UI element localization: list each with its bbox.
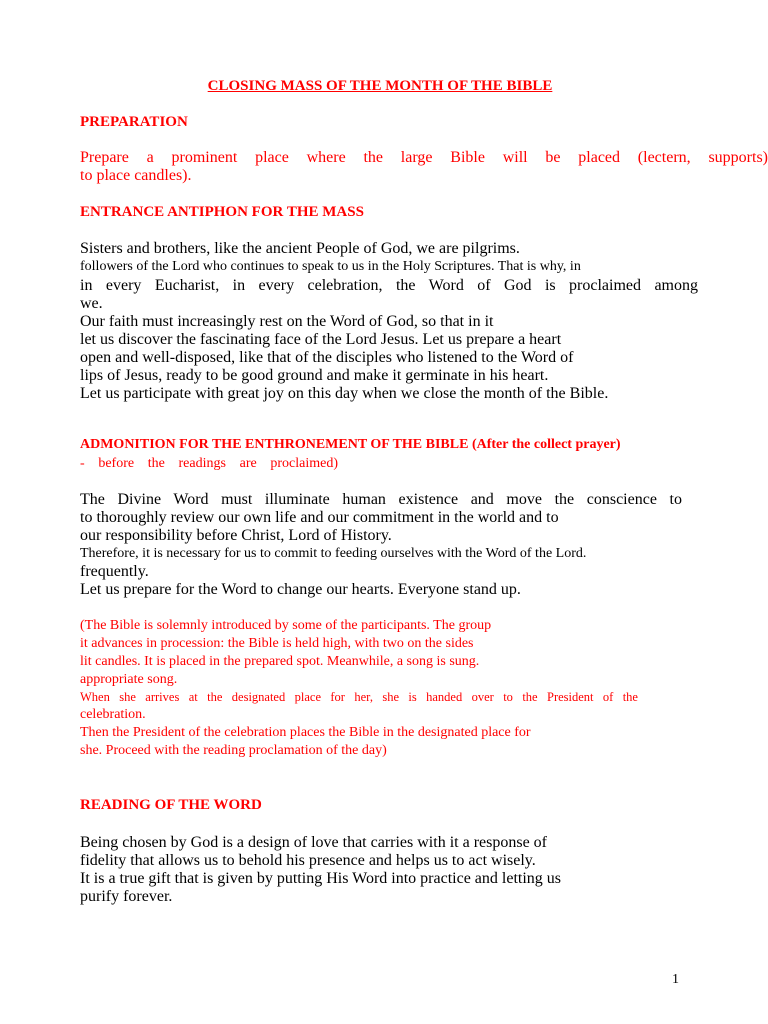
rubric-line: Then the President of the celebration places the Bible in the designated place for xyxy=(80,725,531,740)
rubric-line: When she arrives at the designated place for her, she is handed over to the President of the xyxy=(80,690,638,704)
entrance-line: Our faith must increasingly rest on the Word of God, so that in it xyxy=(80,313,494,330)
admonition-line: our responsibility before Christ, Lord of History. xyxy=(80,527,392,544)
reading-line: It is a true gift that is given by putting His Word into practice and letting us xyxy=(80,870,561,887)
admonition-line: Let us prepare for the Word to change our hearts. Everyone stand up. xyxy=(80,581,521,598)
rubric-line: she. Proceed with the reading proclamation of the day) xyxy=(80,743,387,758)
rubric-line: celebration. xyxy=(80,707,146,722)
rubric-line: (The Bible is solemnly introduced by some of the participants. The group xyxy=(80,618,492,633)
page-number: 1 xyxy=(672,972,679,987)
admonition-rubric xyxy=(80,617,640,689)
entrance-line: open and well-disposed, like that of the disciples who listened to the Word of xyxy=(80,349,574,366)
reading-line: fidelity that allows us to behold his presence and helps us to act wisely. xyxy=(80,852,536,869)
preparation-line: Prepare a prominent place where the large Bible will be placed (lectern, supports) xyxy=(80,149,768,166)
document-title: CLOSING MASS OF THE MONTH OF THE BIBLE xyxy=(207,78,553,94)
admonition-line: to thoroughly review our own life and our commitment in the world and to xyxy=(80,509,559,526)
reading-line: purify forever. xyxy=(80,888,173,905)
entrance-line: in every Eucharist, in every celebration, the Word of God is proclaimed among xyxy=(80,277,698,294)
preparation-text xyxy=(80,149,768,185)
admonition-line: frequently. xyxy=(80,563,149,580)
entrance-line: followers of the Lord who continues to speak to us in the Holy Scriptures. That is why, in xyxy=(80,259,581,274)
entrance-line: lips of Jesus, ready to be good ground and make it germinate in his heart. xyxy=(80,367,549,384)
entrance-text xyxy=(80,240,698,403)
admonition-line: Therefore, it is necessary for us to commit to feeding ourselves with the Word of the Lord. xyxy=(80,546,587,561)
reading-line: Being chosen by God is a design of love that carries with it a response of xyxy=(80,834,547,851)
heading-reading: READING OF THE WORD xyxy=(80,797,262,813)
rubric-line: appropriate song. xyxy=(80,672,178,687)
rubric-line: it advances in procession: the Bible is held high, with two on the sides xyxy=(80,636,474,651)
reading-text xyxy=(80,834,640,906)
entrance-line: we. xyxy=(80,295,103,312)
admonition-rubric-cont xyxy=(80,688,638,760)
admonition-subheading: - before the readings are proclaimed) xyxy=(80,456,338,471)
heading-preparation: PREPARATION xyxy=(80,114,188,130)
rubric-line: lit candles. It is placed in the prepared spot. Meanwhile, a song is sung. xyxy=(80,654,480,669)
entrance-line: let us discover the fascinating face of the Lord Jesus. Let us prepare a heart xyxy=(80,331,562,348)
heading-entrance-antiphon: ENTRANCE ANTIPHON FOR THE MASS xyxy=(80,204,364,220)
admonition-text xyxy=(80,491,682,599)
preparation-line: to place candles). xyxy=(80,167,192,184)
admonition-line: The Divine Word must illuminate human existence and move the conscience to xyxy=(80,491,682,508)
entrance-line: Sisters and brothers, like the ancient People of God, we are pilgrims. xyxy=(80,240,520,257)
heading-admonition: ADMONITION FOR THE ENTHRONEMENT OF THE BIBLE (After the collect prayer) xyxy=(80,437,621,452)
entrance-line: Let us participate with great joy on this day when we close the month of the Bible. xyxy=(80,385,609,402)
